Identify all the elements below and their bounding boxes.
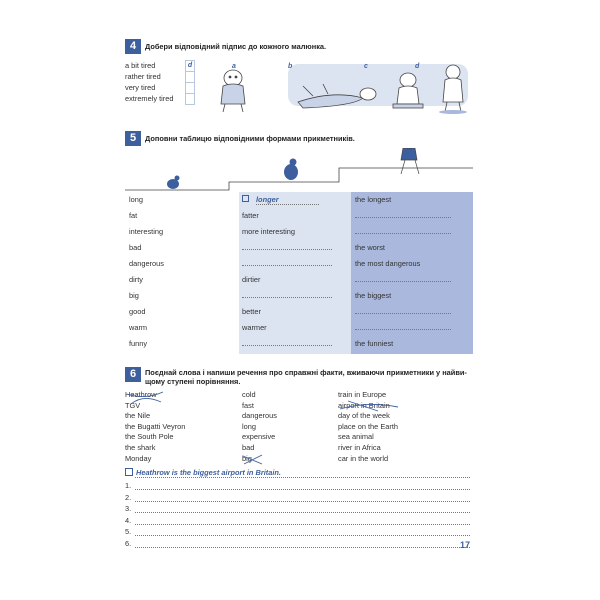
line-number: 2.	[125, 492, 132, 502]
comparative-blank[interactable]	[242, 336, 350, 352]
exercise-6-title-line1: Поєднай слова і напиши речення про справжні факти, вживаючи прикметники у найви-	[145, 368, 467, 377]
list-item: the Nile	[125, 411, 151, 421]
comparative-blank[interactable]	[242, 288, 350, 304]
blank-line[interactable]	[355, 304, 451, 314]
answer-box[interactable]	[185, 93, 195, 105]
list-item: day of the week	[338, 411, 390, 421]
comparative-text: dirtier	[242, 275, 261, 284]
blank-line[interactable]	[355, 224, 451, 234]
climbing-figures-illustration	[125, 148, 473, 194]
table-row	[125, 240, 473, 256]
base-adjective: interesting	[129, 227, 164, 236]
list-item: place on the Earth	[338, 421, 398, 431]
example-sentence: Heathrow is the biggest airport in Britain.	[136, 468, 281, 477]
comparative-form	[242, 304, 350, 320]
list-item: Monday	[125, 453, 152, 463]
page-number: 17	[459, 540, 470, 550]
line-number: 1.	[125, 481, 132, 490]
figure-tall	[401, 148, 419, 174]
cross-out-mark	[338, 399, 400, 413]
example-sentence-line	[125, 467, 470, 478]
dotted-line[interactable]	[135, 524, 470, 525]
comparative-text: fatter	[242, 211, 259, 220]
table-row	[125, 256, 473, 272]
dotted-line[interactable]	[135, 501, 470, 502]
table-row	[125, 336, 473, 352]
checkbox-icon	[125, 468, 133, 476]
blank-line[interactable]	[355, 272, 451, 282]
writing-line[interactable]	[125, 516, 470, 526]
figure-a	[221, 70, 245, 112]
list-item: the shark	[125, 442, 156, 452]
tired-characters-illustration	[203, 56, 473, 114]
superlative-form: the worst	[355, 243, 385, 252]
dotted-line[interactable]	[135, 512, 470, 513]
exercise-6-column-1	[125, 390, 185, 464]
table-row	[125, 288, 473, 304]
exercise-5-title: Доповни таблицю відповідними формами прикметників.	[145, 134, 355, 143]
comparative-text: better	[242, 307, 261, 316]
comparative-form	[242, 192, 350, 208]
answer-box[interactable]: d	[185, 60, 195, 72]
writing-line[interactable]	[125, 539, 470, 549]
table-row	[125, 272, 473, 288]
blank-line[interactable]	[355, 208, 451, 218]
list-item: expensive	[242, 432, 276, 442]
list-item: a bit tired	[125, 61, 156, 70]
blank-line[interactable]	[355, 320, 451, 330]
word-heathrow: Heathrow	[125, 390, 157, 399]
list-item: TGV	[125, 400, 141, 410]
comparative-blank[interactable]	[242, 240, 350, 256]
list-item: sea animal	[338, 432, 374, 442]
comparative-form	[242, 224, 350, 240]
list-item	[242, 454, 277, 465]
exercise-4-title: Добери відповідний підпис до кожного малюнка.	[145, 42, 327, 51]
superlative-blank[interactable]	[355, 304, 469, 320]
picture-label-d: d	[415, 63, 420, 70]
list-item: very tired	[125, 83, 156, 92]
exercise-4-list	[125, 60, 173, 104]
base-adjective: big	[129, 291, 139, 300]
writing-line[interactable]	[125, 527, 470, 537]
example-answer: longer	[256, 195, 319, 205]
figure-small	[167, 176, 180, 190]
figure-medium	[284, 159, 298, 181]
base-adjective: dirty	[129, 275, 143, 284]
comparative-blank[interactable]	[242, 256, 350, 272]
exercise-4-number: 4	[125, 39, 141, 54]
table-row	[125, 192, 473, 208]
table-row	[125, 320, 473, 336]
list-item: the South Pole	[125, 432, 174, 442]
exercise-6-column-3	[338, 390, 398, 464]
list-item: car in the world	[338, 453, 389, 463]
dotted-line[interactable]	[135, 489, 470, 490]
list-item: dangerous	[242, 411, 277, 421]
superlative-form: the longest	[355, 195, 392, 204]
list-item: fast	[242, 400, 254, 410]
list-item: extremely tired	[125, 94, 174, 103]
cross-out-mark	[125, 390, 165, 410]
picture-label-b: b	[288, 63, 293, 70]
list-item: train in Europe	[338, 390, 387, 399]
table-row	[125, 208, 473, 224]
line-number: 4.	[125, 515, 132, 525]
blank-line[interactable]	[242, 288, 332, 298]
word-big: big	[242, 453, 252, 463]
comparative-text: warmer	[242, 323, 267, 332]
list-item: the Bugatti Veyron	[125, 421, 186, 431]
base-adjective: funny	[129, 339, 148, 348]
cross-out-mark	[242, 454, 264, 466]
picture-label-a: a	[232, 63, 236, 70]
blank-line[interactable]	[242, 256, 332, 266]
comparative-form	[242, 320, 350, 336]
word-airport-in-britain: airport in Britain	[338, 400, 390, 410]
dotted-line[interactable]	[135, 535, 470, 536]
blank-line[interactable]	[242, 240, 332, 250]
superlative-blank[interactable]	[355, 208, 469, 224]
writing-line[interactable]	[125, 504, 470, 514]
base-adjective: long	[129, 195, 143, 204]
exercise-6-column-2	[242, 390, 277, 464]
superlative-blank[interactable]	[355, 320, 469, 336]
exercise-5-number: 5	[125, 131, 141, 146]
superlative-form: the most dangerous	[355, 259, 421, 268]
line-number: 6.	[125, 538, 132, 548]
list-item: cold	[242, 390, 256, 399]
list-item: long	[242, 421, 256, 431]
line-number: 3.	[125, 504, 132, 513]
picture-label-c: c	[364, 63, 368, 70]
writing-line[interactable]	[125, 493, 470, 503]
base-adjective: bad	[129, 243, 142, 252]
blank-line[interactable]	[242, 336, 332, 346]
base-adjective: dangerous	[129, 259, 164, 268]
example-underline	[135, 477, 470, 478]
superlative-form: the funniest	[355, 339, 394, 348]
writing-line[interactable]	[125, 481, 470, 491]
table-row	[125, 224, 473, 240]
checkbox-icon	[242, 195, 249, 202]
dotted-line[interactable]	[135, 547, 470, 548]
exercise-6-number: 6	[125, 367, 141, 382]
workbook-page	[108, 30, 492, 570]
line-number: 5.	[125, 527, 132, 536]
comparative-form	[242, 272, 350, 288]
comparative-text: more interesting	[242, 227, 295, 236]
superlative-blank[interactable]	[355, 224, 469, 240]
superlative-form: the biggest	[355, 291, 392, 300]
list-item: river in Africa	[338, 442, 381, 452]
table-row	[125, 304, 473, 320]
list-item	[338, 401, 398, 412]
comparative-form	[242, 208, 350, 224]
base-adjective: good	[129, 307, 146, 316]
base-adjective: fat	[129, 211, 138, 220]
exercise-6-title-line2: щому ступені порівняння.	[145, 377, 241, 386]
superlative-blank[interactable]	[355, 272, 469, 288]
list-item: rather tired	[125, 72, 161, 81]
list-item: bad	[242, 442, 255, 452]
base-adjective: warm	[129, 323, 148, 332]
list-item	[125, 390, 185, 401]
